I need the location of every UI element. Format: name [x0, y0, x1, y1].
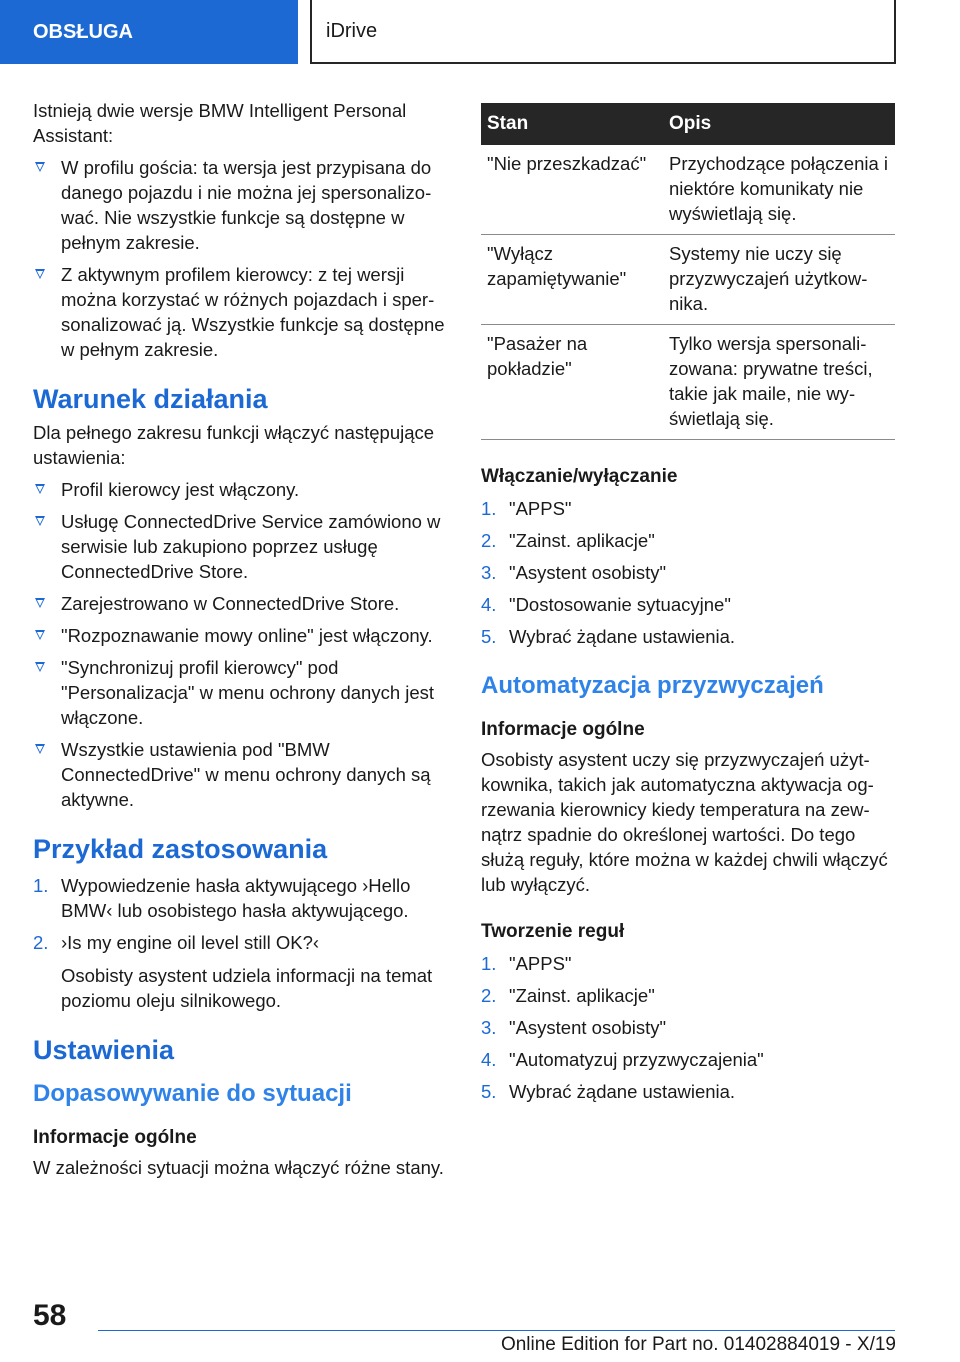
requirements-intro: Dla pełnego zakresu funkcji włączyć następujące ustawienia: — [33, 422, 435, 468]
rules-heading: Tworzenie reguł — [481, 921, 625, 942]
list-item: 5. Wybrać żądane ustawienia. — [481, 626, 736, 647]
subheading-automation: Automatyzacja przyzwyczajeń — [481, 672, 824, 699]
table-row — [481, 325, 895, 440]
table-header-cell: Stan — [481, 103, 663, 145]
list-item: 4. "Automatyzuj przyzwyczajenia" — [481, 1049, 764, 1070]
list-item: 3. "Asystent osobisty" — [481, 562, 667, 583]
toggle-steps — [481, 496, 895, 649]
states-table — [481, 103, 895, 440]
automation-text: Osobisty asystent uczy się przyzwyczajeń użytkownika, takich jak automatyczna aktywacja ogrzewania kierownicy kiedy temperatura na zewnątrz spadnie do określonej wartości. Do tego służą reguły, które można w każdej chwili włączyć lub wyłączyć. — [481, 749, 888, 895]
step-number: 2. — [481, 530, 497, 551]
step-number: 3. — [481, 1017, 497, 1038]
triangle-bullet-icon — [35, 662, 45, 672]
example-note: Osobisty asystent udziela informacji na temat poziomu oleju silnikowego. — [61, 965, 433, 1011]
general-info-heading: Informacje ogólne — [33, 1127, 197, 1148]
step-number: 5. — [481, 626, 497, 647]
section-heading-requirements: Warunek działania — [33, 384, 268, 414]
list-item: 2. ›Is my engine oil level still OK?‹ — [33, 932, 320, 953]
table-cell: Systemy nie uczy się przyzwyczajeń użytkownika. — [663, 235, 895, 325]
general-info-heading: Informacje ogólne — [481, 719, 645, 740]
list-item: 3. "Asystent osobisty" — [481, 1017, 667, 1038]
table-cell: Przychodzące połączenia i niektóre komunikaty nie wyświetlają się. — [663, 145, 895, 235]
chapter-tab — [310, 0, 896, 64]
left-column — [33, 98, 446, 1180]
list-item: 2. "Zainst. aplikacje" — [481, 985, 655, 1006]
step-number: 1. — [33, 875, 49, 896]
step-number: 1. — [481, 953, 497, 974]
triangle-bullet-icon — [35, 269, 45, 279]
table-header-row — [481, 103, 895, 145]
footer-edition: Online Edition for Part no. 01402884019 - X/19 — [500, 1334, 896, 1355]
step-number: 1. — [481, 498, 497, 519]
list-item: "Rozpoznawanie mowy online" jest włączony. — [33, 623, 446, 648]
step-number: 2. — [481, 985, 497, 1006]
list-item: Profil kierowcy jest włączony. — [33, 477, 446, 502]
list-item: 1. "APPS" — [481, 498, 572, 519]
section-tab — [0, 0, 298, 64]
triangle-bullet-icon — [35, 162, 45, 172]
step-number: 3. — [481, 562, 497, 583]
list-item: 2. "Zainst. aplikacje" — [481, 530, 655, 551]
list-item: Usługę ConnectedDrive Service zamówiono w serwisie lub zakupiono poprzez usługę ConnectedDrive Store. — [33, 509, 446, 584]
intro-text: Istnieją dwie wersje BMW Intelligent Personal Assistant: — [33, 100, 407, 146]
table-row — [481, 235, 895, 325]
list-item: Z aktywnym profilem kierowcy: z tej wersji można korzystać w różnych pojazdach i spersonalizować ją. Wszystkie funkcje są dostępne w pełnym zakresie. — [33, 262, 446, 362]
triangle-bullet-icon — [35, 516, 45, 526]
triangle-bullet-icon — [35, 484, 45, 494]
table-cell: "Pasażer na pokładzie" — [481, 325, 663, 440]
page-number: 58 — [33, 1299, 67, 1332]
list-item: 5. Wybrać żądane ustawienia. — [481, 1081, 736, 1102]
toggle-heading: Włączanie/wyłączanie — [481, 466, 678, 487]
list-item: 1. Wypowiedzenie hasła aktywującego ›Hello BMW‹ lub osobistego hasła aktywującego. — [33, 875, 411, 921]
section-title: OBSŁUGA — [33, 20, 133, 43]
step-number: 5. — [481, 1081, 497, 1102]
list-item: Zarejestrowano w ConnectedDrive Store. — [33, 591, 446, 616]
step-number: 4. — [481, 594, 497, 615]
triangle-bullet-icon — [35, 598, 45, 608]
subheading-adapt: Dopasowywanie do sytuacji — [33, 1080, 352, 1107]
list-item: Wszystkie ustawienia pod "BMW ConnectedDrive" w menu ochrony danych są aktywne. — [33, 737, 446, 812]
table-cell: Tylko wersja spersonalizowana: prywatne treści, takie jak maile, nie wyświetlają się. — [663, 325, 895, 440]
list-item: 1. "APPS" — [481, 953, 572, 974]
requirements-list — [33, 477, 446, 812]
triangle-bullet-icon — [35, 744, 45, 754]
list-item: "Synchronizuj profil kierowcy" pod "Personalizacja" w menu ochrony danych jest włączone. — [33, 655, 446, 730]
step-number: 2. — [33, 932, 49, 953]
section-heading-settings: Ustawienia — [33, 1035, 175, 1065]
step-number: 4. — [481, 1049, 497, 1070]
list-item: 4. "Dostosowanie sytuacyjne" — [481, 594, 731, 615]
chapter-title: iDrive — [326, 19, 378, 42]
general-info-text: W zależności sytuacji można włączyć różne stany. — [33, 1157, 444, 1178]
table-cell: "Nie przeszkadzać" — [481, 145, 663, 235]
table-cell: "Wyłącz zapamiętywanie" — [481, 235, 663, 325]
table-header-cell: Opis — [663, 103, 895, 145]
rules-steps — [481, 951, 895, 1104]
list-item: W profilu gościa: ta wersja jest przypisana do danego pojazdu i nie można jej spersonalizować. Nie wszystkie funkcje są dostępne w pełnym zakresie. — [33, 155, 446, 255]
triangle-bullet-icon — [35, 630, 45, 640]
versions-list — [33, 155, 446, 362]
footer-divider — [98, 1330, 895, 1331]
example-steps — [33, 873, 446, 955]
right-column — [481, 103, 895, 1104]
table-row — [481, 145, 895, 235]
section-heading-example: Przykład zastosowania — [33, 834, 328, 864]
